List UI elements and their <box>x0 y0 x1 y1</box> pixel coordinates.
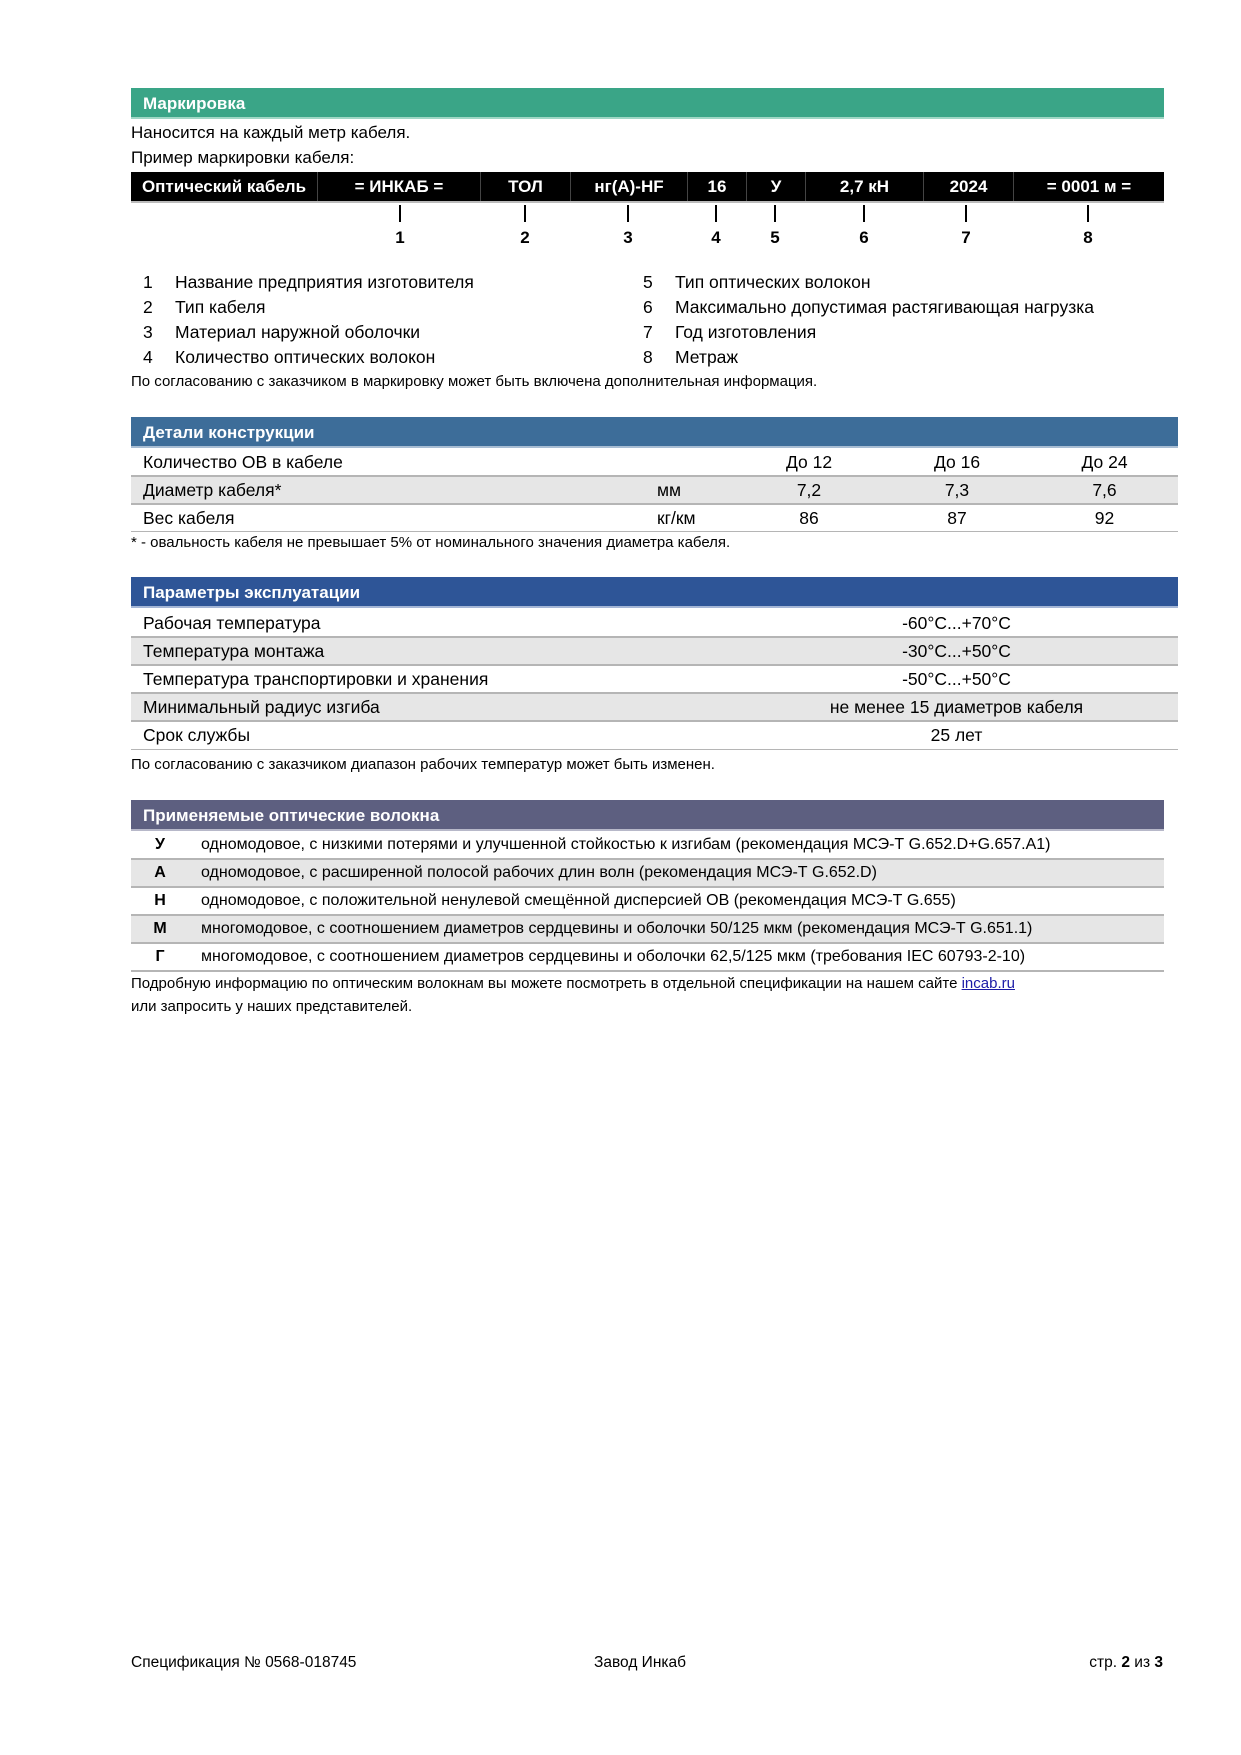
operation-note: По согласованию с заказчиком диапазон рабочих температур может быть изменен. <box>131 756 715 773</box>
cell-value: До 12 <box>785 452 833 472</box>
marking-example-label: Пример маркировки кабеля: <box>131 148 355 167</box>
marking-intro: Наносится на каждый метр кабеля. <box>131 123 411 142</box>
table-row <box>131 832 1164 859</box>
cell-value: 25 лет <box>930 725 983 746</box>
strip-cell: 2,7 кН <box>806 172 924 201</box>
cell-value: 7,3 <box>883 476 1031 504</box>
legend-item: 8 Метраж <box>643 347 739 367</box>
pointer: 2 <box>510 203 540 248</box>
fiber-description: одномодовое, с положительной ненулевой смещённой дисперсией ОВ (рекомендация МСЭ-Т G.655) <box>201 892 956 909</box>
table-row <box>131 943 1164 971</box>
table-row <box>131 915 1164 943</box>
fiber-description: многомодовое, с соотношением диаметров сердцевины и оболочки 62,5/125 мкм (требования IEC 60793-2-10) <box>201 948 1026 965</box>
table-row <box>131 887 1164 915</box>
row-label: Температура монтажа <box>131 637 735 665</box>
strip-cell: У <box>747 172 806 201</box>
legend-item: 2 Тип кабеля <box>143 297 266 317</box>
table-row <box>131 449 1178 476</box>
fibers-note-line2: или запросить у наших представителей. <box>131 998 413 1015</box>
cell-value: не менее 15 диаметров кабеля <box>735 693 1178 721</box>
section-title: Детали конструкции <box>143 423 315 442</box>
cell-value: До 16 <box>933 452 981 472</box>
section-title: Применяемые оптические волокна <box>143 806 440 825</box>
cell-value: До 24 <box>1081 452 1128 472</box>
marking-note: По согласованию с заказчиком в маркировку может быть включена дополнительная информация. <box>131 373 818 390</box>
strip-cell: = ИНКАБ = <box>318 172 481 201</box>
table-row <box>131 476 1178 504</box>
strip-cell: ТОЛ <box>481 172 571 201</box>
section-title: Параметры эксплуатации <box>143 583 361 602</box>
operation-table <box>131 609 1178 750</box>
fiber-description: одномодовое, с низкими потерями и улучшенной стойкостью к изгибам (рекомендация МСЭ-Т G.652.D+G.657.A1) <box>201 836 1051 853</box>
section-header-marking <box>131 88 1164 119</box>
row-unit: мм <box>645 476 735 504</box>
footer-company: Завод Инкаб <box>594 1654 686 1671</box>
construction-note: * - овальность кабеля не превышает 5% от номинального значения диаметра кабеля. <box>131 534 731 551</box>
strip-cell: 2024 <box>924 172 1014 201</box>
pointer: 1 <box>385 203 415 248</box>
cell-value: -60°C...+70°C <box>902 612 1011 633</box>
table-row <box>131 504 1178 532</box>
section-title: Маркировка <box>143 94 246 113</box>
fiber-description: одномодовое, с расширенной полосой рабочих длин волн (рекомендация МСЭ-Т G.652.D) <box>189 859 1164 887</box>
row-label: Диаметр кабеля* <box>131 476 645 504</box>
section-header-construction <box>131 417 1178 448</box>
cell-value: -50°C...+50°C <box>902 669 1011 689</box>
table-row <box>131 859 1164 887</box>
fibers-table <box>131 832 1164 972</box>
cell-value: 7,2 <box>735 476 883 504</box>
pointer: 6 <box>849 203 879 248</box>
strip-cell: Оптический кабель <box>131 172 318 201</box>
strip-cell: = 0001 м = <box>1046 177 1132 196</box>
footer-page-number: стр. 2 из 3 <box>1089 1654 1163 1671</box>
marking-example-strip <box>131 172 1164 203</box>
fiber-code: Н <box>154 892 166 909</box>
legend-item: 1 Название предприятия изготовителя <box>143 272 474 292</box>
row-label: Рабочая температура <box>143 612 321 633</box>
cell-value: -30°C...+50°C <box>735 637 1178 665</box>
strip-cell: нг(А)-HF <box>571 172 688 201</box>
cell-value: 87 <box>947 508 967 528</box>
row-label: Вес кабеля <box>143 508 235 528</box>
table-row <box>131 665 1178 693</box>
row-unit: кг/км <box>657 508 696 528</box>
row-label: Количество ОВ в кабеле <box>143 452 343 472</box>
pointer: 7 <box>951 203 981 248</box>
fiber-code: Г <box>155 948 165 965</box>
incab-link[interactable]: incab.ru <box>961 975 1015 992</box>
legend-item: 7 Год изготовления <box>643 322 817 342</box>
table-row <box>131 721 1178 749</box>
fiber-code: А <box>131 859 189 887</box>
footer-spec-number: Спецификация № 0568-018745 <box>131 1654 357 1671</box>
legend-item: 5 Тип оптических волокон <box>643 272 871 292</box>
pointer: 5 <box>760 203 790 248</box>
row-label: Минимальный радиус изгиба <box>131 693 735 721</box>
row-label: Срок службы <box>143 725 251 746</box>
legend-item: 4 Количество оптических волокон <box>143 347 436 367</box>
cell-value: 92 <box>1094 508 1115 528</box>
fibers-note: Подробную информацию по оптическим волокнам вы можете посмотреть в отдельной спецификации на нашем сайте incab.ru <box>131 975 1015 992</box>
marking-pointers <box>0 203 1241 253</box>
cell-value: 86 <box>799 508 819 528</box>
pointer: 4 <box>701 203 731 248</box>
section-header-fibers <box>131 800 1164 831</box>
legend-item: 6 Максимально допустимая растягивающая нагрузка <box>643 297 1095 317</box>
row-unit <box>645 449 735 476</box>
table-row <box>131 609 1178 637</box>
section-header-operation <box>131 577 1178 608</box>
construction-table <box>131 449 1178 532</box>
pointer: 8 <box>1073 203 1103 248</box>
pointer: 3 <box>613 203 643 248</box>
table-row <box>131 693 1178 721</box>
cell-value: 7,6 <box>1031 476 1178 504</box>
legend-item: 3 Материал наружной оболочки <box>143 322 421 342</box>
fiber-code: М <box>131 915 189 943</box>
row-label: Температура транспортировки и хранения <box>143 669 489 689</box>
table-row <box>131 637 1178 665</box>
fiber-description: многомодовое, с соотношением диаметров сердцевины и оболочки 50/125 мкм (рекомендация МСЭ-Т G.651.1) <box>189 915 1164 943</box>
strip-cell: 16 <box>688 172 747 201</box>
fiber-code: У <box>155 836 165 853</box>
